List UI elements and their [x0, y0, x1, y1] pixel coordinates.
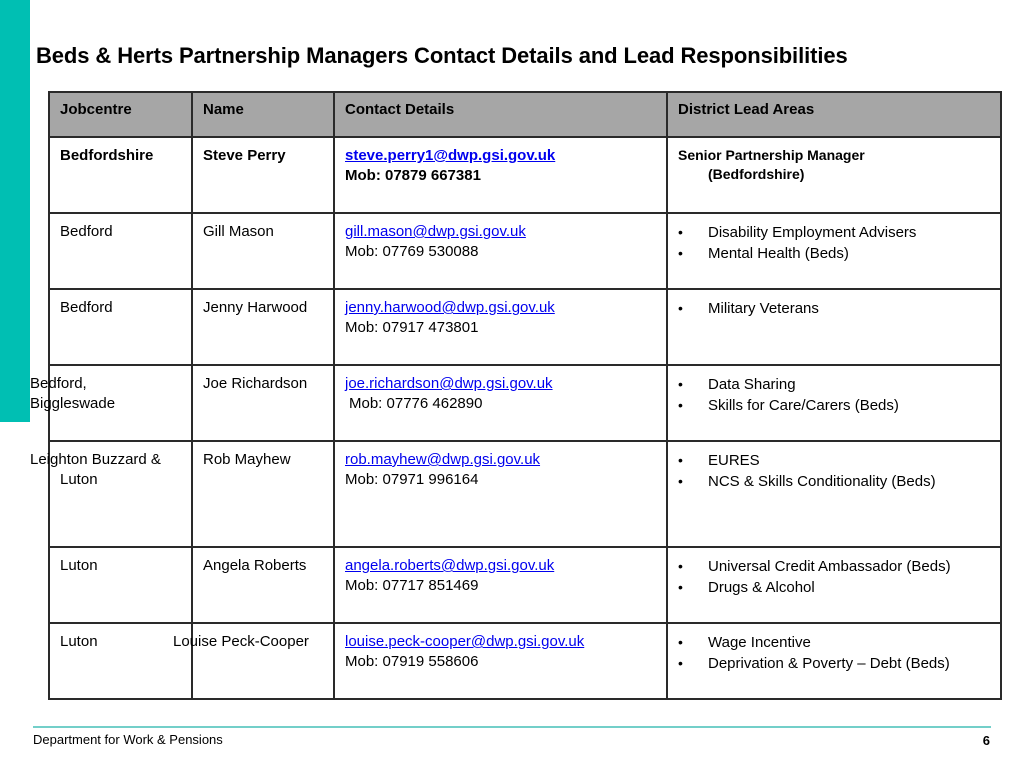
jobcentre-cell	[30, 365, 192, 441]
lead-areas-cell	[667, 441, 1001, 547]
role-line-1: Senior Partnership Manager	[678, 147, 865, 163]
bullet-icon: •	[678, 245, 683, 261]
contact-cell	[334, 137, 667, 213]
name-cell: Gill Mason	[192, 213, 334, 289]
footer-divider	[33, 726, 991, 728]
email-link[interactable]: louise.peck-cooper@dwp.gsi.gov.uk	[345, 633, 585, 650]
bullet-icon: •	[678, 579, 683, 595]
jobcentre-cell: Bedford	[49, 289, 192, 365]
lead-areas-cell	[667, 547, 1001, 623]
lead-area-item: • Deprivation & Poverty – Debt (Beds)	[678, 655, 950, 672]
mobile-number: Mob: 07879 667381	[345, 167, 481, 184]
table-header-row	[49, 92, 1001, 137]
lead-areas-cell	[667, 365, 1001, 441]
name-cell: Rob Mayhew	[192, 441, 334, 547]
bullet-icon: •	[678, 224, 683, 240]
lead-areas-cell	[667, 623, 1001, 699]
contacts-table	[30, 91, 1002, 700]
lead-areas-cell	[667, 137, 1001, 213]
email-link[interactable]: rob.mayhew@dwp.gsi.gov.uk	[345, 451, 541, 468]
bullet-icon: •	[678, 558, 683, 574]
lead-area-item: • Drugs & Alcohol	[678, 579, 815, 596]
lead-area-item: • Wage Incentive	[678, 634, 811, 651]
jobcentre-text: Bedford, Biggleswade	[30, 375, 116, 412]
contact-cell	[334, 289, 667, 365]
jobcentre-cell: Luton	[49, 547, 192, 623]
lead-areas-list	[678, 298, 990, 319]
name-cell: Jenny Harwood	[192, 289, 334, 365]
mobile-number: Mob: 07919 558606	[345, 653, 479, 670]
lead-areas-list	[678, 632, 990, 674]
bullet-icon: •	[678, 655, 683, 671]
table-row	[49, 623, 1001, 699]
email-link[interactable]: gill.mason@dwp.gsi.gov.uk	[345, 223, 526, 240]
contact-cell	[334, 623, 667, 699]
lead-area-item: • NCS & Skills Conditionality (Beds)	[678, 473, 936, 490]
name-cell: Steve Perry	[192, 137, 334, 213]
table-row	[49, 441, 1001, 547]
page-number: 6	[982, 733, 990, 748]
role-title	[678, 146, 990, 184]
lead-areas-cell	[667, 213, 1001, 289]
contact-cell	[334, 547, 667, 623]
lead-area-item: • Mental Health (Beds)	[678, 245, 849, 262]
accent-side-bar	[0, 0, 30, 422]
lead-area-item: • Data Sharing	[678, 376, 796, 393]
name-cell: Angela Roberts	[192, 547, 334, 623]
name-cell: Joe Richardson	[192, 365, 334, 441]
email-link[interactable]: joe.richardson@dwp.gsi.gov.uk	[345, 375, 553, 392]
lead-areas-list	[678, 374, 990, 416]
lead-area-item: • Disability Employment Advisers	[678, 224, 917, 241]
jobcentre-cell: Luton	[49, 623, 192, 699]
bullet-icon: •	[678, 397, 683, 413]
table-row	[49, 289, 1001, 365]
email-link[interactable]: steve.perry1@dwp.gsi.gov.uk	[345, 147, 556, 164]
mobile-number: Mob: 07776 462890	[349, 395, 483, 412]
lead-area-item: • EURES	[678, 452, 760, 469]
table-row	[49, 213, 1001, 289]
mobile-number: Mob: 07917 473801	[345, 319, 479, 336]
lead-area-item: • Military Veterans	[678, 300, 819, 317]
contact-cell	[334, 213, 667, 289]
lead-areas-list	[678, 556, 990, 598]
lead-areas-list	[678, 222, 990, 264]
email-link[interactable]: angela.roberts@dwp.gsi.gov.uk	[345, 557, 555, 574]
bullet-icon: •	[678, 473, 683, 489]
bullet-icon: •	[678, 300, 683, 316]
table-row	[49, 547, 1001, 623]
bullet-icon: •	[678, 452, 683, 468]
table-row	[49, 365, 1001, 441]
header-contact-details: Contact Details	[334, 92, 667, 137]
header-jobcentre: Jobcentre	[49, 92, 192, 137]
table-row	[49, 137, 1001, 213]
jobcentre-cell: Bedford	[49, 213, 192, 289]
lead-areas-cell	[667, 289, 1001, 365]
mobile-number: Mob: 07971 996164	[345, 471, 479, 488]
mobile-number: Mob: 07769 530088	[345, 243, 479, 260]
role-line-2: (Bedfordshire)	[708, 166, 805, 182]
email-link[interactable]: jenny.harwood@dwp.gsi.gov.uk	[345, 299, 555, 316]
jobcentre-cell: Leighton Buzzard & Luton	[49, 441, 192, 547]
mobile-number: Mob: 07717 851469	[345, 577, 479, 594]
contact-cell	[334, 441, 667, 547]
lead-area-item: • Universal Credit Ambassador (Beds)	[678, 558, 951, 575]
contact-cell	[334, 365, 667, 441]
bullet-icon: •	[678, 634, 683, 650]
bullet-icon: •	[678, 376, 683, 392]
name-cell: Louise Peck-Cooper	[192, 623, 334, 699]
lead-areas-list	[678, 450, 990, 492]
jobcentre-cell: Bedfordshire	[49, 137, 192, 213]
header-name: Name	[192, 92, 334, 137]
lead-area-item: • Skills for Care/Carers (Beds)	[678, 397, 899, 414]
page-title: Beds & Herts Partnership Managers Contact Details and Lead Responsibilities	[36, 43, 848, 68]
footer-organisation: Department for Work & Pensions	[33, 732, 223, 747]
header-district-lead-areas: District Lead Areas	[667, 92, 1001, 137]
